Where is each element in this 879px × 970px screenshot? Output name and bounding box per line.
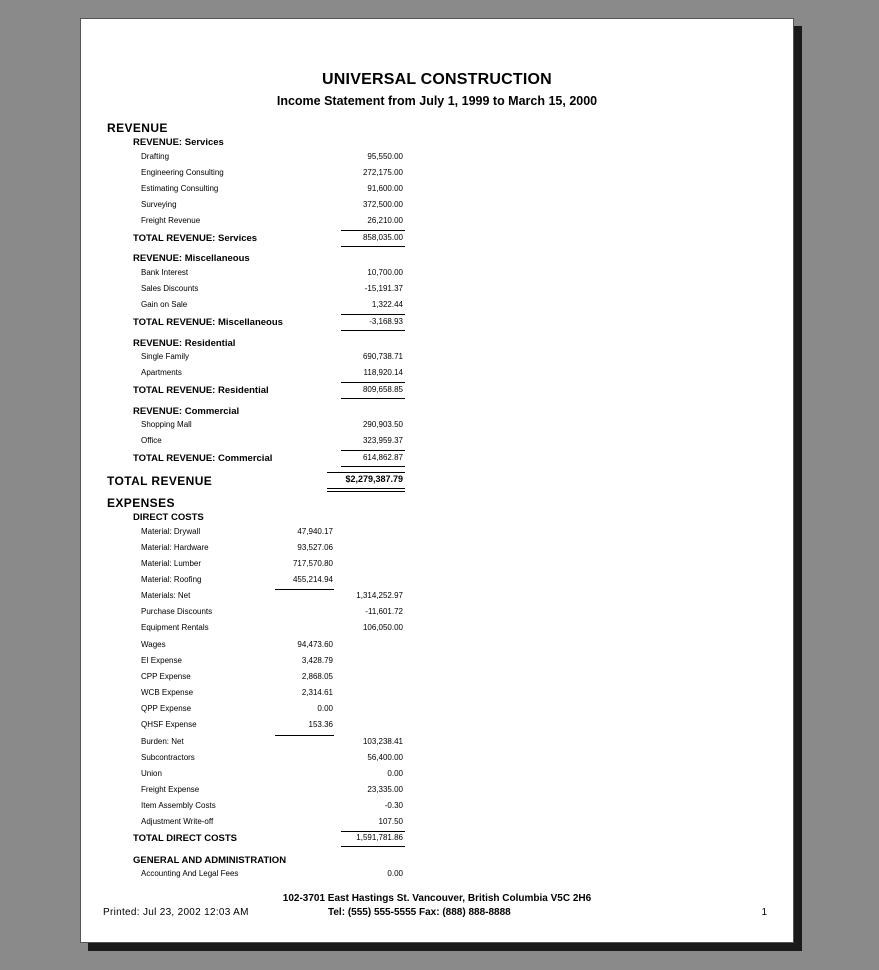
line-item: Gain on Sale 1,322.44 — [141, 300, 403, 309]
misc-heading-row: REVENUE: Miscellaneous — [133, 253, 250, 264]
subtotal-rule — [341, 314, 405, 315]
total-revenue-row: TOTAL REVENUE $2,279,387.79 — [107, 474, 403, 488]
line-item: Material: Roofing 455,214.94 — [141, 575, 333, 584]
total-rule — [341, 330, 405, 331]
line-item: Drafting 95,550.00 — [141, 152, 403, 161]
residential-heading-row: REVENUE: Residential — [133, 338, 236, 349]
line-item: Estimating Consulting 91,600.00 — [141, 184, 403, 193]
revenue-heading-row — [81, 121, 793, 135]
subtotal-rule — [275, 589, 334, 590]
residential-total-row: TOTAL REVENUE: Residential 809,658.85 — [133, 385, 403, 396]
services-heading-row — [81, 137, 793, 151]
line-item: Shopping Mall 290,903.50 — [141, 420, 403, 429]
subtotal-rule — [341, 382, 405, 383]
revenue-heading: REVENUE — [107, 121, 168, 135]
expenses-heading-row: EXPENSES — [107, 496, 175, 510]
footer-address: 102-3701 East Hastings St. Vancouver, British Columbia V5C 2H6 — [282, 893, 592, 904]
company-title: UNIVERSAL CONSTRUCTION — [322, 71, 552, 88]
line-item: Freight Revenue 26,210.00 — [141, 216, 403, 225]
page-number: 1 — [761, 907, 767, 918]
total-rule — [341, 466, 405, 467]
report-subtitle: Income Statement from July 1, 1999 to March 15, 2000 — [276, 94, 598, 108]
direct-costs-heading-row: DIRECT COSTS — [133, 512, 204, 523]
services-heading: REVENUE: Services — [133, 137, 224, 148]
line-item: Subcontractors 56,400.00 — [141, 753, 403, 762]
line-item: Burden: Net 103,238.41 — [141, 737, 403, 746]
line-item: CPP Expense 2,868.05 — [141, 672, 333, 681]
line-item: Wages 94,473.60 — [141, 640, 333, 649]
line-item: Equipment Rentals 106,050.00 — [141, 623, 403, 632]
line-item: Materials: Net 1,314,252.97 — [141, 591, 403, 600]
direct-costs-total-row: TOTAL DIRECT COSTS 1,591,781.86 — [133, 833, 403, 844]
commercial-heading-row: REVENUE: Commercial — [133, 406, 240, 417]
line-item: Accounting And Legal Fees 0.00 — [141, 869, 403, 878]
total-rule — [341, 398, 405, 399]
line-item: Bank Interest 10,700.00 — [141, 268, 403, 277]
report-page — [80, 18, 794, 943]
line-item: Purchase Discounts -11,601.72 — [141, 607, 403, 616]
line-item: Material: Hardware 93,527.06 — [141, 543, 333, 552]
total-rule — [341, 846, 405, 847]
line-item: Item Assembly Costs -0.30 — [141, 801, 403, 810]
line-item: Apartments 118,920.14 — [141, 368, 403, 377]
line-item: QPP Expense 0.00 — [141, 704, 333, 713]
total-rule — [341, 246, 405, 247]
subtotal-rule — [341, 831, 405, 832]
line-item: Material: Lumber 717,570.80 — [141, 559, 333, 568]
line-item: Engineering Consulting 272,175.00 — [141, 168, 403, 177]
line-item: Adjustment Write-off 107.50 — [141, 817, 403, 826]
line-item: Union 0.00 — [141, 769, 403, 778]
grand-total-rule — [327, 472, 405, 473]
line-item: Material: Drywall 47,940.17 — [141, 527, 333, 536]
subtotal-rule — [275, 735, 334, 736]
line-item: WCB Expense 2,314.61 — [141, 688, 333, 697]
line-item: Office 323,959.37 — [141, 436, 403, 445]
line-item: Surveying 372,500.00 — [141, 200, 403, 209]
double-underline — [327, 488, 405, 492]
services-total-row: TOTAL REVENUE: Services 858,035.00 — [133, 233, 403, 244]
footer-phone-fax: Tel: (555) 555-5555 Fax: (888) 888-8888 — [328, 907, 511, 918]
line-item: EI Expense 3,428.79 — [141, 656, 333, 665]
line-item: Single Family 690,738.71 — [141, 352, 403, 361]
line-item: QHSF Expense 153.36 — [141, 720, 333, 729]
subtotal-rule — [341, 230, 405, 231]
subtotal-rule — [341, 450, 405, 451]
commercial-total-row: TOTAL REVENUE: Commercial 614,862.87 — [133, 453, 403, 464]
line-item: Freight Expense 23,335.00 — [141, 785, 403, 794]
ga-heading-row: GENERAL AND ADMINISTRATION — [133, 855, 287, 866]
misc-total-row: TOTAL REVENUE: Miscellaneous -3,168.93 — [133, 317, 403, 328]
printed-timestamp: Printed: Jul 23, 2002 12:03 AM — [103, 907, 249, 918]
line-item: Sales Discounts -15,191.37 — [141, 284, 403, 293]
